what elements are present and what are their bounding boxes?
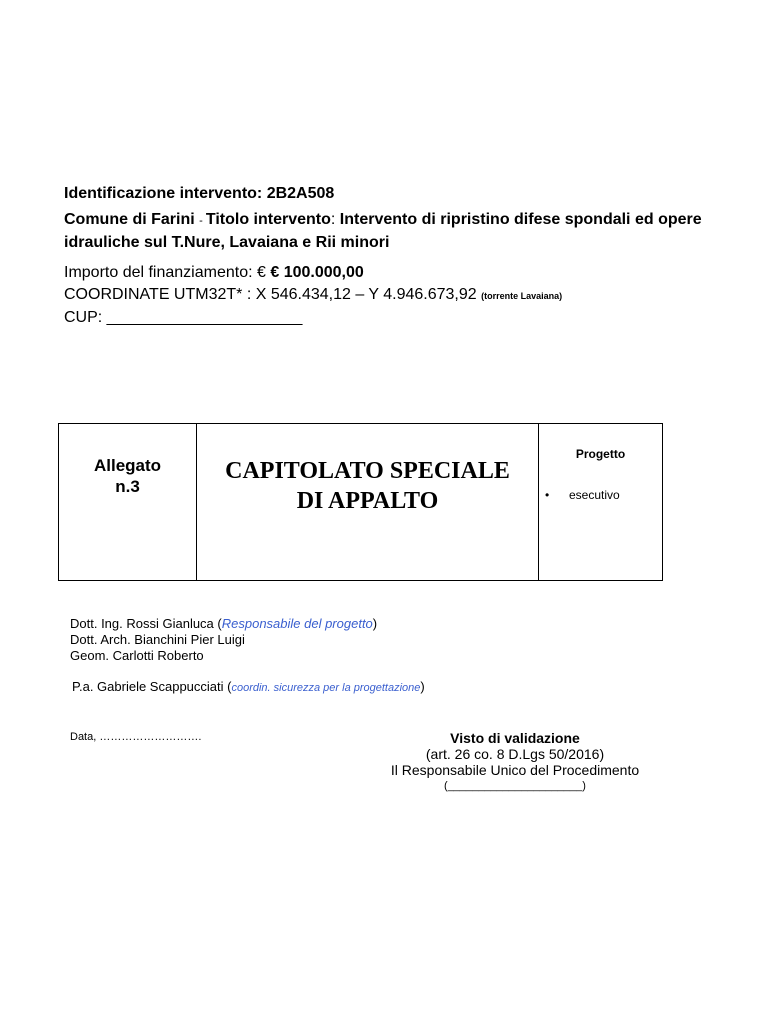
validation-block	[370, 730, 660, 794]
rup-label: Il Responsabile Unico del Procedimento	[390, 762, 640, 778]
allegato-label: Allegato	[93, 456, 162, 475]
safety-coordinator	[72, 679, 425, 694]
identification-line	[64, 185, 334, 203]
document-title-cell	[197, 424, 539, 581]
progetto-phase: esecutivo	[569, 488, 620, 502]
date-field: Data, ……………………….	[70, 731, 202, 743]
staff-name: Dott. Ing. Rossi Gianluca (	[70, 616, 222, 631]
intervention-title	[64, 209, 744, 253]
staff-list	[70, 616, 377, 664]
coord-text: COORDINATE UTM32T* : X 546.434,12 – Y 4.946.673,92	[64, 286, 482, 303]
document-title-line2: DI APPALTO	[296, 488, 439, 514]
allegato-number: n.3	[115, 477, 140, 496]
importo-label: Importo del finanziamento: €	[64, 264, 271, 281]
document-title-box	[58, 423, 663, 581]
progetto-label: Progetto	[575, 447, 626, 461]
ident-code: 2B2A508	[266, 185, 335, 202]
coordinates-line	[64, 284, 562, 307]
title-separator: -	[199, 215, 206, 227]
ident-label: Identificazione intervento:	[64, 185, 267, 202]
progetto-cell	[539, 424, 663, 581]
titolo-sep: :	[330, 211, 340, 228]
titolo-label: Titolo intervento	[205, 211, 331, 228]
signature-line: (______________________)	[444, 780, 586, 792]
safety-role-close: )	[420, 679, 425, 694]
staff-role-close: )	[372, 616, 378, 631]
comune-label: Comune di Farini	[64, 211, 200, 228]
cup-line: CUP: ______________________	[64, 309, 303, 326]
titolo-text: Intervento di ripristino difese spondali ed opere idrauliche sul T.Nure, Lavaiana e Rii minori	[64, 211, 702, 251]
validation-title: Visto di validazione	[450, 730, 580, 746]
document-title-line1: CAPITOLATO SPECIALE	[225, 458, 510, 484]
staff-item	[70, 616, 377, 632]
bullet-icon: •	[545, 488, 550, 502]
staff-item: Geom. Carlotti Roberto	[70, 648, 204, 663]
financing-block	[64, 262, 562, 329]
importo-value: € 100.000,00	[270, 264, 364, 281]
coord-note: (torrente Lavaiana)	[481, 291, 563, 301]
progetto-phase-item	[545, 488, 662, 502]
staff-item: Dott. Arch. Bianchini Pier Luigi	[70, 632, 245, 647]
safety-role: coordin. sicurezza per la progettazione	[231, 682, 421, 694]
validation-reference: (art. 26 co. 8 D.Lgs 50/2016)	[425, 746, 605, 762]
allegato-cell	[59, 424, 197, 581]
safety-name: P.a. Gabriele Scappucciati (	[72, 679, 232, 694]
importo-line	[64, 262, 562, 284]
staff-role: Responsabile del progetto	[221, 616, 373, 631]
